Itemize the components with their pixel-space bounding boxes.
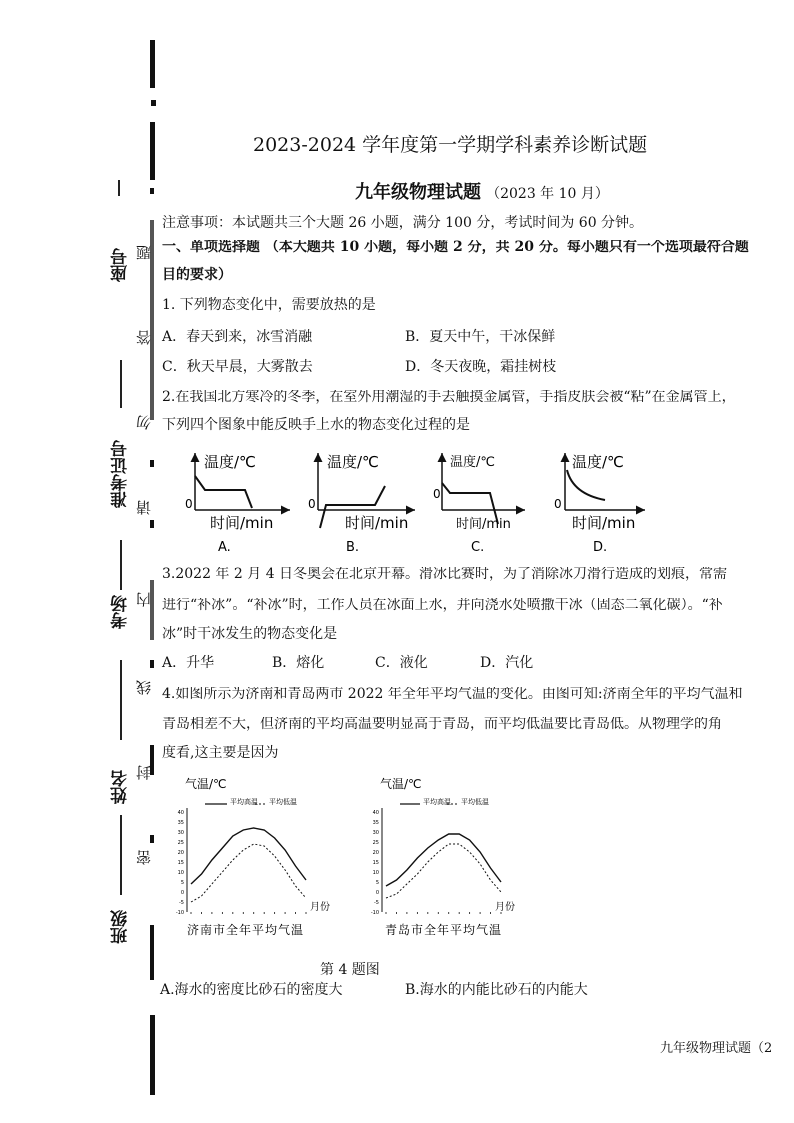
seal-char: 内 [135,592,153,607]
class-label: 班级 [111,910,131,944]
chart-y-tick: 25 [177,840,184,846]
chart-y-tick: 10 [372,870,379,876]
chart-y-tick: 40 [177,810,184,816]
graph-xlabel: 时间/min [210,514,274,532]
q1-option-d: D．冬天夜晚，霜挂树枝 [405,359,557,375]
legend-low: 平均低温 [461,798,489,806]
chart-y-tick: 35 [177,820,184,826]
chart-y-tick: 15 [372,860,379,866]
graph-curve [195,476,252,508]
chart-y-tick: 0 [375,890,379,896]
q1-stem: 1. 下列物态变化中，需要放热的是 [162,297,376,313]
chart-y-tick: 30 [177,830,184,836]
seal-char: 请 [135,500,153,515]
margin-mark [118,180,120,196]
seal-char: 线 [135,680,153,695]
q4-line2: 青岛相差不大，但济南的平均高温要明显高于青岛，而平均低温要比青岛低。从物理学的角 [162,717,722,731]
name-fill-line [120,815,122,895]
seat-fill-line [120,360,122,408]
graph-ylabel: 温度/℃ [204,453,256,471]
q2-line2: 下列四个图象中能反映手上水的物态变化过程的是 [162,417,470,433]
graph-origin: 0 [554,497,562,511]
chart-y-tick: 20 [372,850,379,856]
chart-y-tick: 10 [177,870,184,876]
chart-qingdao [371,776,515,937]
q1-option-c: C．秋天早晨，大雾散去 [162,359,313,375]
binding-bar [150,40,155,88]
room-label: 考场 [111,595,131,629]
chart-y-tick: 35 [372,820,379,826]
q3-option-d: D．汽化 [480,655,534,671]
q3-line2: 进行“补冰”。“补冰”时，工作人员在冰面上水，并向浇水处喷撒干冰（固态二氧化碳）。“补 [162,598,723,612]
graph-c [433,453,525,555]
q3-option-b: B．熔化 [272,655,325,671]
graph-label: B. [346,540,360,555]
graph-xlabel: 时间/min [572,514,636,532]
chart-jinan [176,776,330,937]
q4-fig-caption: 第 4 题图 [320,962,380,978]
binding-bar [150,925,154,980]
graph-origin: 0 [308,497,316,511]
graph-xlabel: 时间/min [456,517,511,532]
graph-origin: 0 [433,487,441,501]
ticket-label: 准考证号 [111,440,131,508]
graph-d [554,453,645,555]
q4-option-a: A.海水的密度比砂石的密度大 [160,982,343,998]
series-high-line [191,828,306,884]
graph-label: A. [218,540,231,555]
binding-line [150,580,154,640]
q2-graphs [180,448,780,558]
q1-option-a: A．春天到来，冰雪消融 [162,329,313,345]
binding-dot [150,520,154,528]
ticket-fill-line [120,540,122,590]
seal-char: 封 [135,765,153,780]
series-low-line [386,844,501,898]
legend-high: 平均高温 [423,798,451,806]
exam-date: （2023 年 10 月） [486,186,609,202]
graph-ylabel: 温度/℃ [572,453,624,471]
graph-b [308,453,415,555]
q3-line3: 冰”时干冰发生的物态变化是 [162,626,338,642]
seal-char: 勿 [135,415,153,430]
binding-dot [150,460,154,467]
graph-origin: 0 [185,497,193,511]
graph-curve [567,470,605,500]
series-high-line [386,834,501,886]
binding-dot [150,835,154,843]
graph-xlabel: 时间/min [345,514,409,532]
binding-bar [150,122,155,180]
q4-charts [165,770,535,945]
q4-line3: 度看,这主要是因为 [162,745,279,761]
q3-option-c: C．液化 [375,655,428,671]
chart-y-tick: 0 [180,890,184,896]
chart-y-tick: 30 [372,830,379,836]
chart-y-tick: -5 [374,900,379,906]
graph-label: C. [471,540,485,555]
q3-option-a: A．升华 [162,655,215,671]
graph-a [185,453,290,555]
series-low-line [191,844,306,902]
chart-y-tick: 25 [372,840,379,846]
exam-subtitle: 九年级物理试题 [355,182,481,203]
q4-line1: 4.如图所示为济南和青岛两市 2022 年全年平均气温的变化。由图可知:济南全年的平均气温和 [162,687,743,701]
chart-title: 青岛市全年平均气温 [385,923,503,937]
exam-title: 2023-2024 学年度第一学期学科素养诊断试题 [253,134,648,156]
q4-option-b: B.海水的内能比砂石的内能大 [405,982,588,998]
section1-heading: 一、单项选择题 （本大题共 10 小题，每小题 2 分，共 20 分。每小题只有一个选项最符合题 [162,240,749,254]
graph-ylabel: 温度/℃ [450,455,495,470]
chart-ylabel: 气温/℃ [380,777,422,791]
seat-label: 座号 [111,248,131,282]
binding-dot [150,188,154,194]
binding-dot [151,100,156,106]
chart-title: 济南市全年平均气温 [187,923,305,937]
graph-ylabel: 温度/℃ [327,453,379,471]
page-footer: 九年级物理试题（2 [660,1041,773,1056]
chart-xlabel: 月份 [310,902,330,913]
q2-line1: 2.在我国北方寒冷的冬季，在室外用潮湿的手去触摸金属管，手指皮肤会被“粘”在金属管上， [162,390,736,404]
chart-y-tick: -10 [175,910,184,916]
chart-y-tick: 5 [180,880,184,886]
seal-char: 答 [135,330,153,345]
exam-subtitle-row [355,178,609,204]
q1-option-b: B．夏天中午，干冰保鲜 [405,329,556,345]
q3-line1: 3.2022 年 2 月 4 日冬奥会在北京开幕。滑冰比赛时，为了消除冰刀滑行造成的划痕，常需 [162,567,728,581]
binding-bar [150,1015,155,1095]
legend-low: 平均低温 [269,798,297,806]
notice: 注意事项：本试题共三个大题 26 小题，满分 100 分，考试时间为 60 分钟。 [162,215,644,231]
chart-y-tick: -5 [179,900,184,906]
binding-dot [150,660,154,668]
chart-y-tick: 15 [177,860,184,866]
chart-xlabel: 月份 [495,902,515,913]
seal-char: 密 [135,850,153,865]
chart-y-tick: 40 [372,810,379,816]
chart-y-tick: -10 [370,910,379,916]
section1-heading-cont: 目的要求） [162,267,232,283]
chart-y-tick: 20 [177,850,184,856]
room-fill-line [120,660,122,740]
legend-high: 平均高温 [230,798,258,806]
chart-y-tick: 5 [375,880,379,886]
name-label: 姓名 [111,770,131,804]
graph-label: D. [593,540,608,555]
seal-char: 题 [135,245,153,260]
chart-ylabel: 气温/℃ [185,777,227,791]
